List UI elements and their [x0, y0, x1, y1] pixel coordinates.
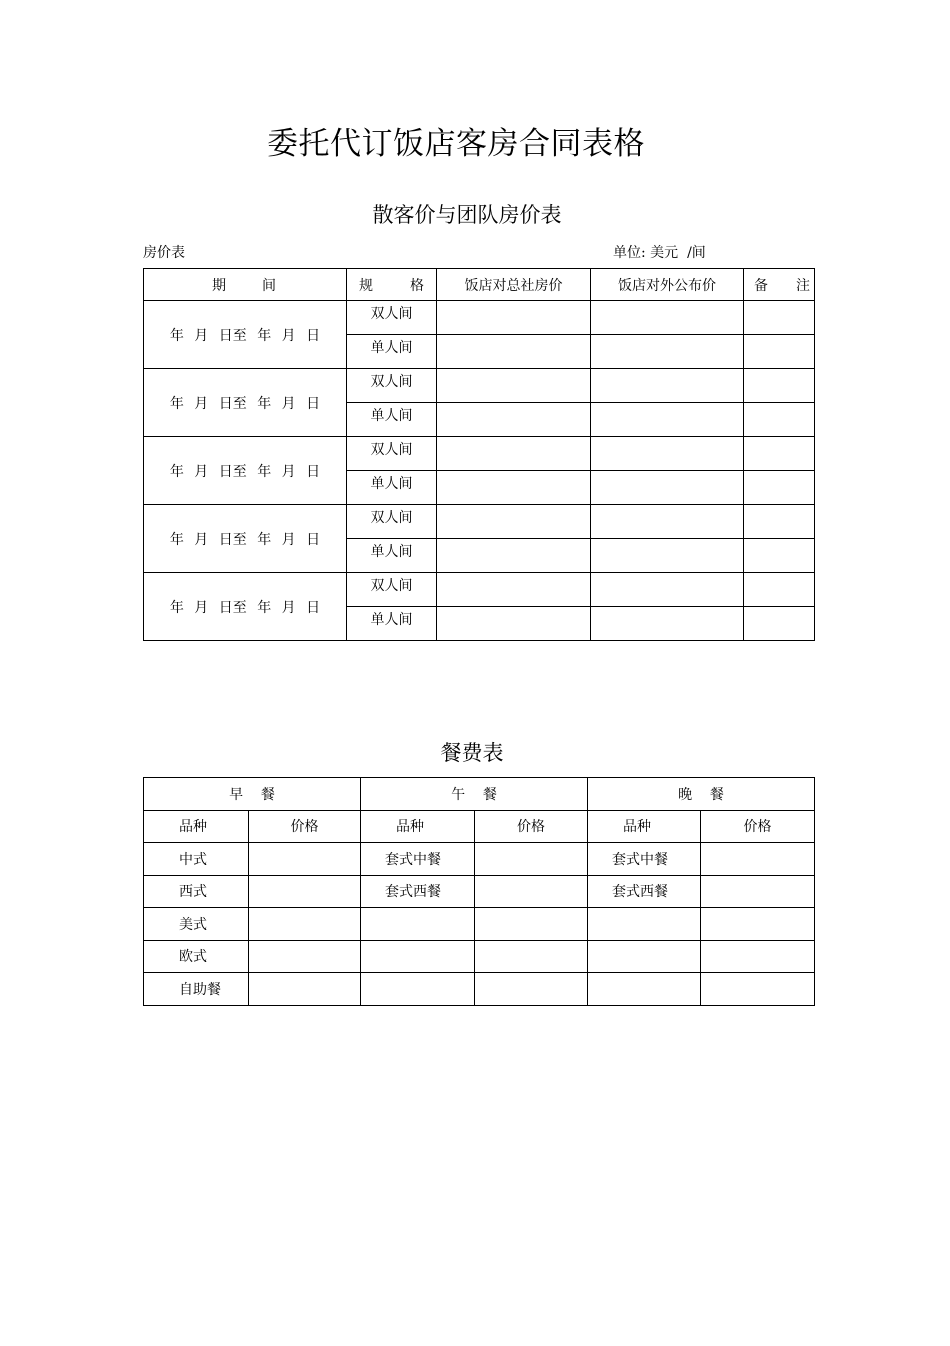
agency-rate-cell: [437, 369, 591, 403]
meal-item-cell: [361, 908, 475, 941]
meal-price-cell: [249, 843, 361, 876]
meal-item-cell: [588, 908, 701, 941]
agency-rate-cell: [437, 403, 591, 437]
item-header: 品种: [361, 810, 475, 843]
table-header-row: [144, 269, 815, 301]
price-header: 价格: [475, 810, 588, 843]
room-type-cell: 单人间: [347, 403, 437, 437]
meal-item-cell: 自助餐: [144, 973, 249, 1006]
price-header: 价格: [249, 810, 361, 843]
meal-item-cell: [361, 940, 475, 973]
public-rate-cell: [591, 607, 744, 641]
meal-item-cell: 套式西餐: [361, 875, 475, 908]
meal-item-cell: 中式: [144, 843, 249, 876]
table-row: [144, 843, 815, 876]
remarks-cell: [744, 301, 815, 335]
table-row: [144, 875, 815, 908]
room-type-cell: 单人间: [347, 539, 437, 573]
table-row: [144, 940, 815, 973]
public-rate-cell: [591, 335, 744, 369]
remarks-cell: [744, 471, 815, 505]
meal-fee-table: [143, 777, 815, 1006]
table-row: [144, 369, 815, 403]
public-rate-cell: [591, 437, 744, 471]
agency-rate-cell: [437, 607, 591, 641]
meal-price-cell: [249, 875, 361, 908]
table-row: [144, 573, 815, 607]
agency-rate-cell: [437, 505, 591, 539]
meal-price-cell: [475, 973, 588, 1006]
header-period: 期 间: [144, 269, 347, 301]
header-agency-rate: 饭店对总社房价: [437, 269, 591, 301]
table-row: [144, 505, 815, 539]
header-public-rate: 饭店对外公布价: [591, 269, 744, 301]
agency-rate-cell: [437, 539, 591, 573]
room-section-heading: 散客价与团队房价表: [372, 203, 562, 227]
room-type-cell: 双人间: [347, 573, 437, 607]
room-type-cell: 双人间: [347, 369, 437, 403]
meal-item-cell: [588, 940, 701, 973]
remarks-cell: [744, 573, 815, 607]
remarks-cell: [744, 403, 815, 437]
meal-price-cell: [701, 843, 815, 876]
room-type-cell: 双人间: [347, 505, 437, 539]
public-rate-cell: [591, 471, 744, 505]
meal-item-cell: 套式西餐: [588, 875, 701, 908]
meal-price-cell: [249, 940, 361, 973]
meal-price-cell: [701, 875, 815, 908]
meal-price-cell: [701, 973, 815, 1006]
period-cell: 年 月 日至 年 月 日: [144, 301, 347, 369]
public-rate-cell: [591, 539, 744, 573]
remarks-cell: [744, 607, 815, 641]
meal-price-cell: [475, 875, 588, 908]
table-row: [144, 437, 815, 471]
meal-group-row: [144, 778, 815, 811]
meal-price-cell: [701, 908, 815, 941]
remarks-cell: [744, 335, 815, 369]
public-rate-cell: [591, 301, 744, 335]
public-rate-cell: [591, 505, 744, 539]
room-type-cell: 单人间: [347, 471, 437, 505]
agency-rate-cell: [437, 301, 591, 335]
meal-price-cell: [249, 973, 361, 1006]
item-header: 品种: [588, 810, 701, 843]
dinner-header: 晚 餐: [588, 778, 815, 811]
remarks-cell: [744, 437, 815, 471]
table-row: [144, 973, 815, 1006]
remarks-cell: [744, 505, 815, 539]
period-cell: 年 月 日至 年 月 日: [144, 573, 347, 641]
meal-price-cell: [475, 843, 588, 876]
meal-item-cell: 美式: [144, 908, 249, 941]
room-type-cell: 单人间: [347, 335, 437, 369]
period-cell: 年 月 日至 年 月 日: [144, 369, 347, 437]
meal-item-cell: 西式: [144, 875, 249, 908]
page-title: 委托代订饭店客房合同表格: [267, 126, 645, 162]
item-header: 品种: [144, 810, 249, 843]
agency-rate-cell: [437, 437, 591, 471]
period-cell: 年 月 日至 年 月 日: [144, 437, 347, 505]
meal-item-cell: [588, 973, 701, 1006]
room-type-cell: 双人间: [347, 437, 437, 471]
meal-item-cell: 套式中餐: [588, 843, 701, 876]
header-spec: 规 格: [347, 269, 437, 301]
meal-item-cell: 套式中餐: [361, 843, 475, 876]
remarks-cell: [744, 539, 815, 573]
room-table-unit: 单位: 美元 /间: [613, 245, 706, 261]
meal-section-heading: 餐费表: [440, 741, 504, 765]
agency-rate-cell: [437, 573, 591, 607]
price-header: 价格: [701, 810, 815, 843]
breakfast-header: 早 餐: [144, 778, 361, 811]
public-rate-cell: [591, 573, 744, 607]
header-remarks: 备 注: [744, 269, 815, 301]
meal-price-cell: [475, 940, 588, 973]
table-row: [144, 908, 815, 941]
meal-price-cell: [475, 908, 588, 941]
agency-rate-cell: [437, 335, 591, 369]
agency-rate-cell: [437, 471, 591, 505]
public-rate-cell: [591, 403, 744, 437]
meal-item-cell: [361, 973, 475, 1006]
period-cell: 年 月 日至 年 月 日: [144, 505, 347, 573]
meal-price-cell: [701, 940, 815, 973]
lunch-header: 午 餐: [361, 778, 588, 811]
table-row: [144, 301, 815, 335]
room-type-cell: 双人间: [347, 301, 437, 335]
meal-subheader-row: [144, 810, 815, 843]
room-rate-table: [143, 268, 815, 641]
meal-price-cell: [249, 908, 361, 941]
room-type-cell: 单人间: [347, 607, 437, 641]
public-rate-cell: [591, 369, 744, 403]
remarks-cell: [744, 369, 815, 403]
room-table-caption: 房价表: [143, 245, 185, 261]
meal-item-cell: 欧式: [144, 940, 249, 973]
